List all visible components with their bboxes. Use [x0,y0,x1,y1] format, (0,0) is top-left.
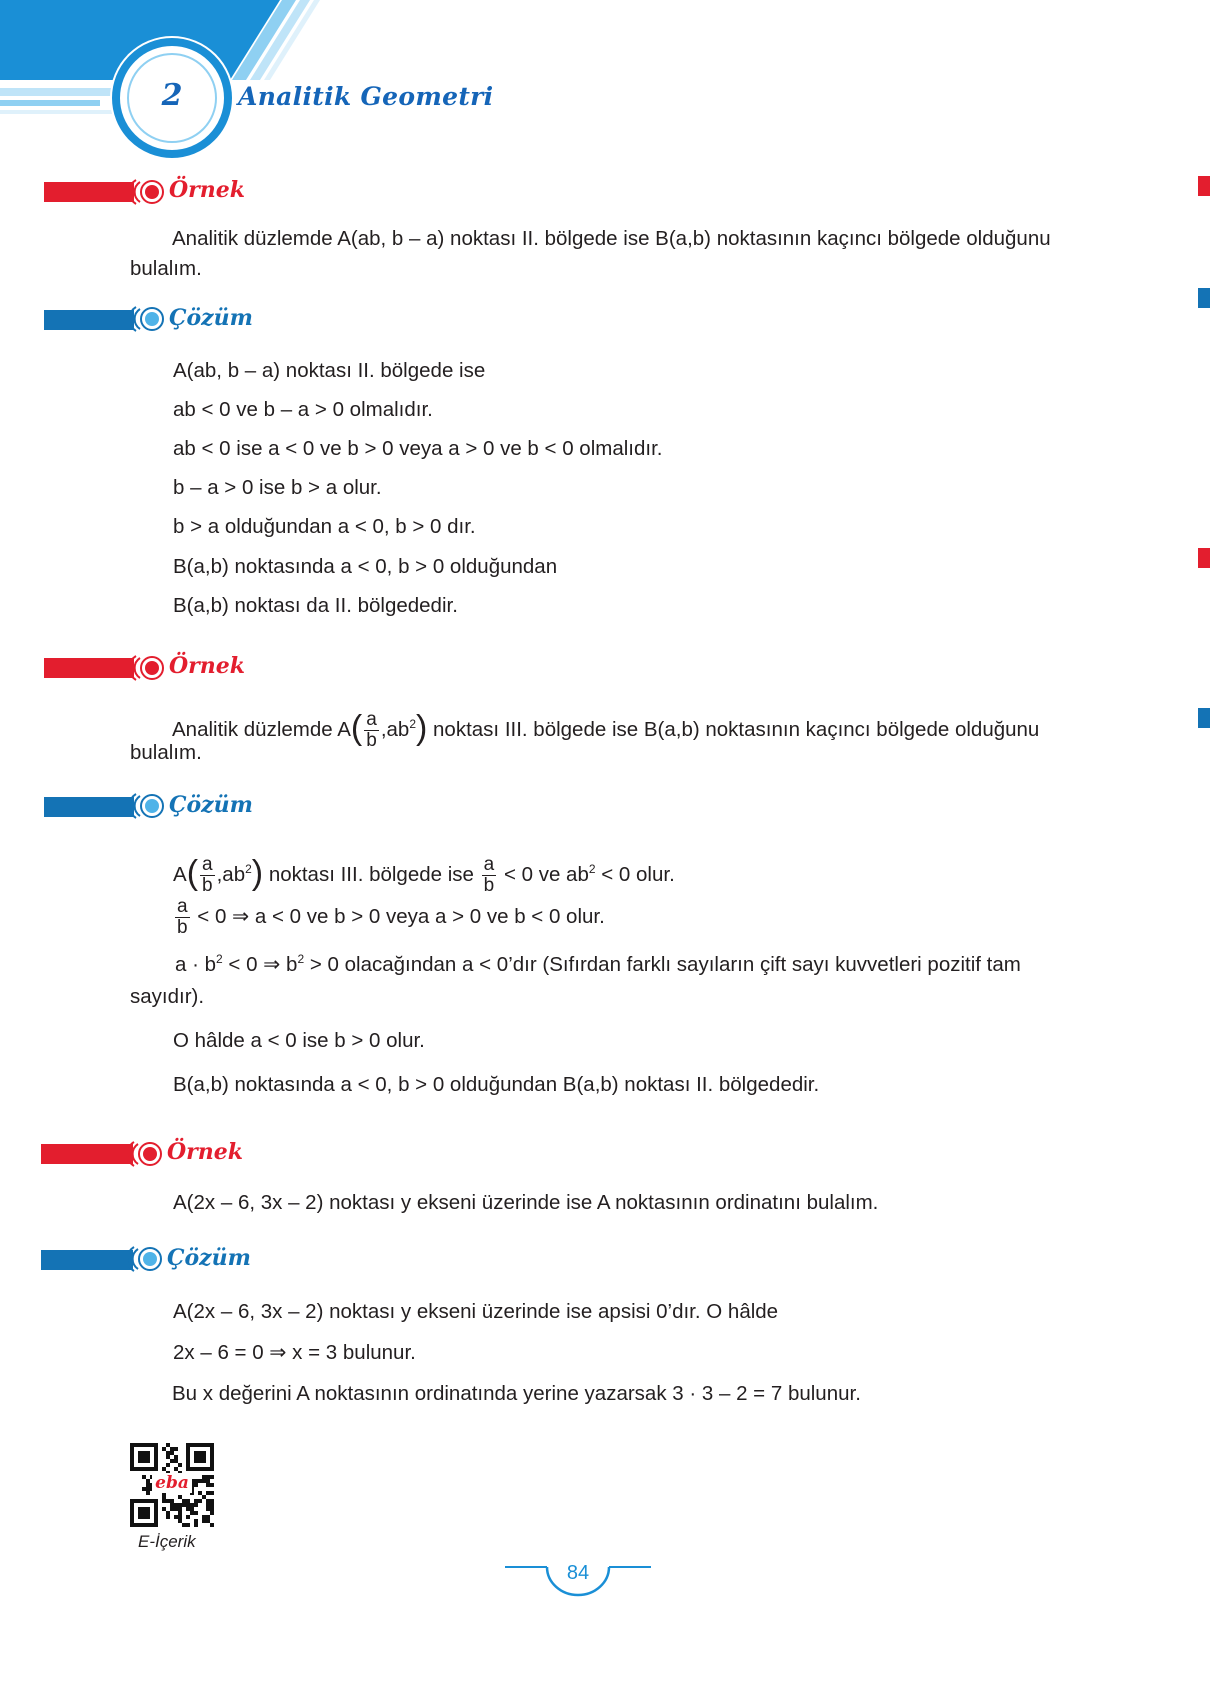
solution-line: b – a > 0 ise b > a olur. [173,476,382,499]
solution-text-part: ,ab [216,862,246,886]
side-tab-blue [1198,708,1210,728]
fraction-denominator: b [202,874,213,896]
solution-line: B(a,b) noktasında a < 0, b > 0 olduğundan [173,555,558,578]
solution-text-part: < 0 ve ab [503,862,589,886]
solution-text-part: > 0 olacağından a < 0’dır (Sıfırdan farklı sayıların çift sayı kuvvetleri pozitif tam [309,952,1021,976]
target-icon [130,652,166,684]
solution-line: ab < 0 ve b – a > 0 olmalıdır. [173,398,433,421]
target-icon [128,1243,164,1275]
exponent: 2 [216,952,223,966]
example-text: A(2x – 6, 3x – 2) noktası y ekseni üzerinde ise A noktasının ordinatını bulalım. [173,1191,879,1214]
chapter-title: Analitik Geometri [238,82,494,111]
solution-line: O hâlde a < 0 ise b > 0 olur. [173,1029,425,1052]
side-tab-blue [1198,288,1210,308]
chapter-number: 2 [161,78,183,113]
example-text: Analitik düzlemde A(ab, b – a) noktası II. bölgede ise B(a,b) noktasının kaçıncı bölgede olduğunu [172,227,1051,250]
solution-line [175,946,1021,978]
solution-line: B(a,b) noktasında a < 0, b > 0 olduğundan B(a,b) noktası II. bölgededir. [173,1073,820,1096]
qr-caption: E-İçerik [138,1532,196,1551]
paren-open: ( [186,854,199,893]
fraction-numerator: a [483,853,495,875]
solution-line: A(ab, b – a) noktası II. bölgede ise [173,359,486,382]
solution-line [173,845,675,899]
paren-open: ( [350,709,363,748]
example-label: Örnek [169,177,245,203]
solution-line: B(a,b) noktası da II. bölgededir. [173,594,458,617]
target-icon [128,1138,164,1170]
solution-text-part: < 0 olur. [601,862,675,886]
target-icon [130,790,166,822]
solution-text-part: a · b [175,952,217,976]
example-bar [44,182,134,202]
example-label: Örnek [167,1139,243,1165]
fraction-numerator: a [366,708,377,730]
example-text-part: Analitik düzlemde A [172,717,351,741]
example-text: bulalım. [130,741,202,764]
target-icon [130,303,166,335]
side-tab-red [1198,176,1210,196]
solution-text-part: < 0 ⇒ a < 0 ve b > 0 veya a > 0 ve b < 0 olur. [197,905,605,928]
fraction-denominator: b [177,917,188,939]
qr-logo: eba [152,1473,192,1493]
fraction-denominator: b [483,874,495,896]
fraction [175,897,190,938]
fraction-numerator: a [202,853,213,875]
example-text-part: ,ab [380,717,410,741]
example-bar [44,658,134,678]
side-tab-red [1198,548,1210,568]
example-text: bulalım. [130,257,202,280]
solution-line: sayıdır). [130,985,205,1008]
solution-bar [44,310,134,330]
paren-close: ) [416,709,428,748]
solution-text-part: noktası III. bölgede ise [268,862,474,886]
fraction-denominator: b [366,729,377,751]
solution-line: b > a olduğundan a < 0, b > 0 dır. [173,515,476,538]
target-icon [130,176,166,208]
example-text-part: noktası III. bölgede ise B(a,b) noktasının kaçıncı bölgede olduğunu [433,717,1040,741]
exponent: 2 [297,952,305,966]
solution-label: Çözüm [169,305,253,331]
paren-close: ) [251,854,264,893]
example-text [172,700,1039,754]
exponent: 2 [245,862,252,876]
exponent: 2 [409,717,416,731]
solution-line [173,893,605,941]
solution-text-part: < 0 ⇒ b [228,952,298,976]
solution-label: Çözüm [169,792,253,818]
example-bar [41,1144,133,1164]
solution-bar [41,1250,133,1270]
solution-line: ab < 0 ise a < 0 ve b > 0 veya a > 0 ve b < 0 olmalıdır. [173,437,663,460]
fraction [482,855,497,896]
solution-line: Bu x değerini A noktasının ordinatında yerine yazarsak 3 · 3 – 2 = 7 bulunur. [172,1382,861,1405]
exponent: 2 [588,862,596,876]
fraction [200,855,215,896]
fraction [364,710,379,751]
solution-text-part: A [173,862,187,886]
fraction-numerator: a [177,896,188,918]
solution-label: Çözüm [167,1245,251,1271]
qr-code[interactable] [130,1443,214,1527]
solution-line: A(2x – 6, 3x – 2) noktası y ekseni üzerinde ise apsisi 0’dır. O hâlde [173,1300,779,1323]
page-number: 84 [566,1562,590,1584]
solution-bar [44,797,134,817]
solution-line: 2x – 6 = 0 ⇒ x = 3 bulunur. [173,1341,416,1364]
example-label: Örnek [169,653,245,679]
